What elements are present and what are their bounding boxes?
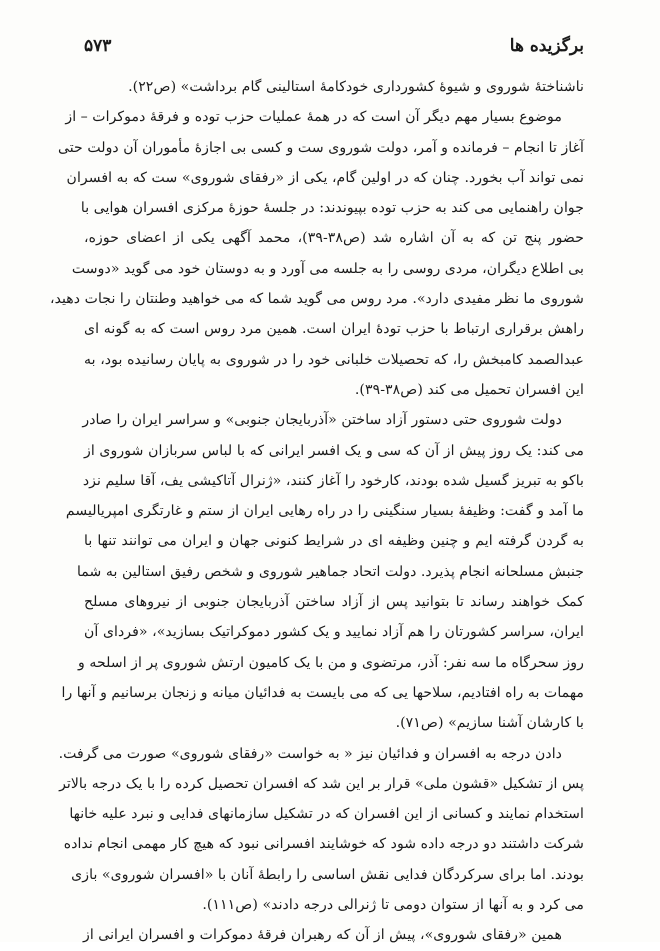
- text-line: باکو به تبریز گسیل شده بودند، کارخود را آغاز کنند، «ژنرال آتاکیشی یف، آقا سلیم نزد: [82, 472, 584, 489]
- text-line: عبدالصمد کامبخش را، که تحصیلات خلبانی خود را در شوروی به پایان رسانیده بود، به: [84, 351, 584, 368]
- body-text: [50, 72, 584, 944]
- text-line: شرکت داشتند دو درجه داده شود که خوشایند افسرانی نبود که هیچ کار مهمی انجام نداده: [63, 836, 584, 853]
- text-line: می کرد و به آنها از ستوان دومی تا ژنرالی درجه دادند» (ص۱۱۱).: [202, 897, 584, 914]
- text-line: دادن درجه به افسران و فدائیان نیز « به خواست «رفقای شوروی» صورت می گرفت.: [58, 745, 562, 762]
- text-line: این افسران تحمیل می کند (ص۳۸-۳۹).: [354, 381, 584, 398]
- text-line: آغاز تا انجام – فرمانده و آمر، دولت شوروی ست و کسی بی اجازهٔ مأموران آن دولت حتی: [57, 139, 584, 156]
- page-number: ۵۷۳: [84, 36, 112, 56]
- text-line: روز سحرگاه ما سه نفر: آذر، مرتضوی و من با یک کامیون ارتش شوروی پر از اسلحه و: [78, 654, 584, 671]
- text-line: به گردن گرفته ایم و چنین وظیفه ای در شرایط کنونی جهان و ایران می توانند تنها با: [84, 533, 584, 550]
- paragraph: [58, 739, 584, 921]
- text-line: استخدام نمایند و کسانی از این افسران که در تشکیل سازمانهای فدایی و نبرد علیه خانها: [69, 806, 584, 823]
- text-line: می کند: یک روز پیش از آن که سی و یک افسر ایرانی که با لباس سربازان شوروی از: [84, 442, 584, 459]
- running-title: برگزیده ها: [509, 36, 584, 56]
- text-line: کمک خواهند رساند تا بتوانید پس از آزاد ساختن آذربایجان جنوبی از نیروهای مسلح: [84, 594, 584, 611]
- text-line: شوروی ما نظر مفیدی دارد». مرد روس می گوید شما که می خواهید وطنتان را نجات دهید،: [50, 291, 584, 308]
- text-line: نمی تواند آب بخورد. چنان که در اولین گام، یکی از «رفقای شوروی» ست که به افسران: [66, 169, 584, 186]
- text-line: با کارشان آشنا سازیم» (ص۷۱).: [395, 715, 584, 732]
- page-header: [84, 36, 584, 64]
- text-line: همین «رفقای شوروی»، پیش از آن که رهبران فرقهٔ دموکرات و افسران ایرانی از: [82, 927, 562, 944]
- paragraph: [50, 102, 584, 405]
- text-line: دولت شوروی حتی دستور آزاد ساختن «آذربایجان جنوبی» و سراسر ایران را صادر: [82, 412, 562, 429]
- paragraph: [84, 72, 584, 102]
- text-line: پس از تشکیل «قشون ملی» قرار بر این شد که افسران تحصیل کرده را با یک درجه بالاتر: [59, 775, 584, 792]
- text-line: ما آمد و گفت: وظیفهٔ بسیار سنگینی را در راه رهایی ایران از ستم و غارتگری امپریالیسم: [65, 503, 584, 520]
- text-line: مهمات به راه افتادیم، سلاحها یی که می بایست به فدائیان میانه و زنجان برسانیم و آنها را: [61, 684, 584, 701]
- text-line: ناشناختهٔ شوروی و شیوهٔ کشورداری خودکامهٔ استالینی گام برداشت» (ص۲۲).: [128, 79, 584, 95]
- paragraph: [61, 405, 584, 738]
- paragraph: [84, 920, 584, 950]
- text-line: ایران، سراسر کشورتان را هم آزاد نمایید و یک کشور دموکراتیک بسازید»، «فردای آن: [84, 624, 584, 641]
- text-line: حضور پنج تن که به آن اشاره شد (ص۳۸-۳۹)، محمد آگهی یکی از اعضای حوزه،: [84, 230, 584, 247]
- text-line: بودند. اما برای سرکردگان فدایی نقش اساسی را رابطهٔ آنان با «افسران شوروی» بازی: [71, 866, 584, 883]
- text-line: جنبش مسلحانه انجام پذیرد. دولت اتحاد جماهیر شوروی و شخص رفیق استالین به شما: [76, 563, 584, 580]
- text-line: موضوع بسیار مهم دیگر آن است که در همهٔ عملیات حزب توده و فرقهٔ دموکرات – از: [65, 109, 562, 126]
- text-line: جوان راهنمایی می کند به حزب توده بپیوندند: در جلسهٔ حوزهٔ مرکزی افسران هوایی با: [80, 200, 584, 217]
- text-line: راهش برقراری ارتباط با حزب تودهٔ ایران است. همین مرد روس است که به گونه ای: [84, 321, 584, 338]
- text-line: بی اطلاع دیگران، مردی روسی را به جلسه می آورد و به دوستان خود می گوید «دوست: [71, 260, 584, 277]
